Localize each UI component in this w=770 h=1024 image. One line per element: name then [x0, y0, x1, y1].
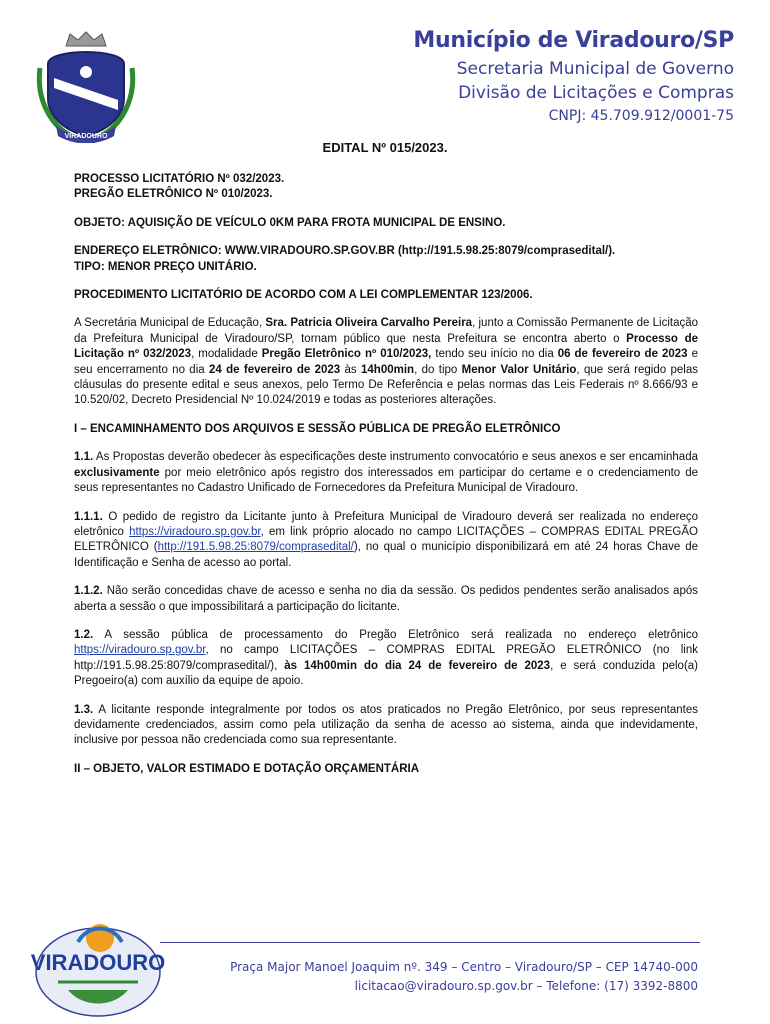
- procedimento-line: PROCEDIMENTO LICITATÓRIO DE ACORDO COM A LEI COMPLEMENTAR 123/2006.: [74, 289, 533, 302]
- clause-1-1-2: 1.1.2. Não serão concedidas chave de acesso e senha no dia da sessão. Os pedidos pendentes serão analisados após aberta a sessão o que impossibilitará a participação do licitante.: [74, 585, 698, 613]
- processo-line: PROCESSO LICITATÓRIO Nº 032/2023.: [74, 173, 285, 185]
- footer-email-phone: licitacao@viradouro.sp.gov.br – Telefone: (17) 3392-8800: [354, 979, 698, 993]
- pregao-line: PREGÃO ELETRÔNICO Nº 010/2023.: [74, 188, 273, 201]
- footer-contact-block: [230, 958, 698, 996]
- cnpj-number: CNPJ: 45.709.912/0001-75: [548, 108, 734, 124]
- viradouro-site-link-2[interactable]: https://viradouro.sp.gov.br: [74, 644, 206, 657]
- footer-logo-label: VIRADOURO: [30, 950, 166, 975]
- intro-paragraph: A Secretária Municipal de Educação, Sra. Patricia Oliveira Carvalho Pereira, junto a Comissão Permanente de Licitação da Prefeitura Municipal de Viradouro/SP, tornam público que nesta Prefeitura se encontra aberto o Processo de Licitação nº 032/2023, modalidade Pregão Eletrônico nº 010/2023, tendo seu início no dia 06 de fevereiro de 2023 e seu encerramento no dia 24 de fevereiro de 2023 às 14h00min, do tipo Menor Valor Unitário, que será regido pelas cláusulas do presente edital e seus anexos, pelo Termo De Referência e pelas normas das Leis Federais nº 8.666/93 e 10.520/02, Decreto Presidencial Nº 10.024/2019 e todas as posteriores alterações.: [74, 317, 699, 407]
- footer-address: Praça Major Manoel Joaquim nº. 349 – Centro – Viradouro/SP – CEP 14740-000: [230, 960, 698, 974]
- secretariat-name: Secretaria Municipal de Governo: [456, 59, 734, 79]
- clause-1-3: 1.3. A licitante responde integralmente por todos os atos praticados no Pregão Eletrônico, por seus representantes devidamente credenciados, assim como pela utilização da senha de acesso ao sistema, ainda que indevidamente, inclusive por pessoa não credenciada como sua representante.: [74, 703, 698, 747]
- viradouro-site-link[interactable]: https://viradouro.sp.gov.br: [129, 525, 261, 538]
- municipality-title: Município de Viradouro/SP: [413, 28, 734, 53]
- letterhead: [413, 28, 734, 124]
- document-body: [74, 172, 698, 790]
- clause-1-1-1: 1.1.1. O pedido de registro da Licitante junto à Prefeitura Municipal de Viradouro deverá ser realizada no endereço eletrônico https://viradouro.sp.gov.br, em link próprio alocado no campo LICITAÇÕES – COMPRAS EDITAL PREGÃO ELETRÔNICO (http://191.5.98.25:8079/comprasedital/), no qual o município disponibilizará em até 24 horas Chave de Identificação e Senha de acesso ao portal.: [74, 510, 698, 569]
- clause-1-1: 1.1. As Propostas deverão obedecer às especificações deste instrumento convocatório e seus anexos e ser encaminhada exclusivamente por meio eletrônico após registro dos interessados em participar do certame e o credenciamento de seus representantes no Cadastro Unificado de Fornecedores da Prefeitura Municipal de Viradouro.: [74, 451, 698, 495]
- tipo-line: TIPO: MENOR PREÇO UNITÁRIO.: [74, 260, 257, 273]
- endereco-line: ENDEREÇO ELETRÔNICO: WWW.VIRADOURO.SP.GOV.BR (http://191.5.98.25:8079/comprasedital/).: [74, 245, 616, 258]
- section-1-heading: I – ENCAMINHAMENTO DOS ARQUIVOS E SESSÃO PÚBLICA DE PREGÃO ELETRÔNICO: [74, 422, 561, 435]
- comprasedital-link[interactable]: http://191.5.98.25:8079/comprasedital/: [157, 541, 354, 554]
- document-title: EDITAL Nº 015/2023.: [322, 140, 448, 155]
- viradouro-footer-logo: [28, 912, 168, 1020]
- clause-1-2: 1.2. A sessão pública de processamento do Pregão Eletrônico será realizada no endereço eletrônico https://viradouro.sp.gov.br, no campo LICITAÇÕES – COMPRAS EDITAL PREGÃO ELETRÔNICO (no link http://191.5.98.25:8079/comprasedital/), às 14h00min do dia 24 de fevereiro de 2023, e será conduzida pelo(a) Pregoeiro(a) com auxílio da equipe de apoio.: [74, 628, 699, 688]
- crest-label: VIRADOURO: [64, 133, 108, 140]
- footer-divider: [160, 942, 700, 943]
- section-2-heading: II – OBJETO, VALOR ESTIMADO E DOTAÇÃO ORÇAMENTÁRIA: [74, 762, 420, 775]
- division-name: Divisão de Licitações e Compras: [458, 83, 734, 103]
- municipal-crest-logo: [36, 28, 136, 143]
- objeto-line: OBJETO: AQUISIÇÃO DE VEÍCULO 0KM PARA FROTA MUNICIPAL DE ENSINO.: [74, 216, 506, 229]
